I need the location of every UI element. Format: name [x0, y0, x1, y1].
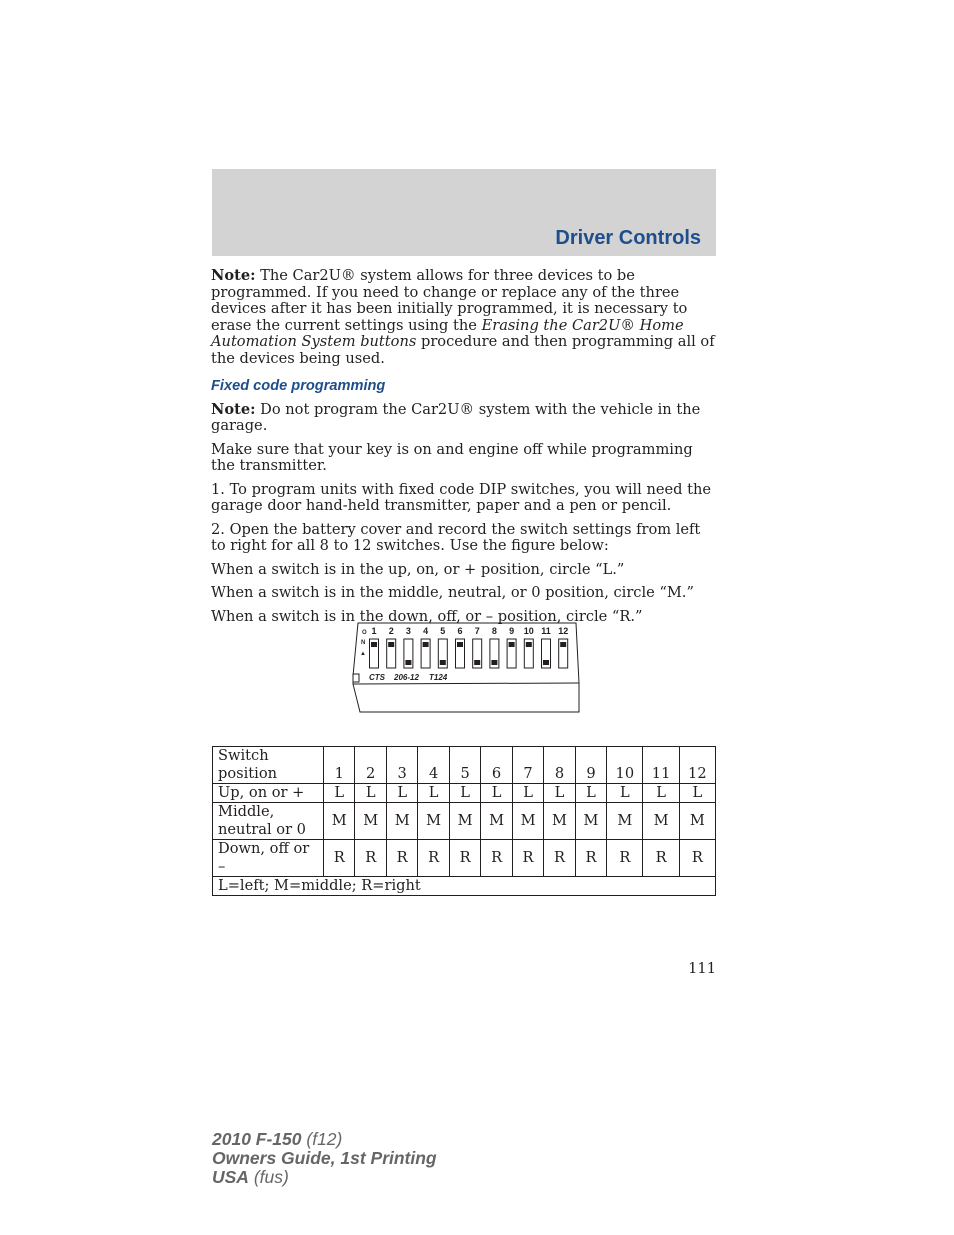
- switch-number: 9: [509, 626, 515, 636]
- subheading: Fixed code programming: [211, 378, 386, 394]
- switch-number: 1: [371, 626, 377, 636]
- table-cell: L: [679, 784, 715, 803]
- table-cell: M: [512, 803, 543, 840]
- table-cell: R: [418, 840, 449, 877]
- step-2: 2. Open the battery cover and record the switch settings from left to right for all 8 to 12 switches. Use the figure below:: [211, 520, 701, 554]
- switch-code-label: T124: [429, 673, 448, 682]
- column-header: 2: [355, 747, 386, 784]
- side-letter-arrow: ▲: [360, 651, 366, 657]
- switch-model-label: 206-12: [394, 673, 419, 682]
- table-cell: L: [418, 784, 449, 803]
- switch-number: 7: [474, 626, 480, 636]
- corner-mark: [353, 674, 359, 682]
- switch-knob: [509, 642, 515, 647]
- table-header-row: [213, 747, 716, 784]
- table-cell: R: [544, 840, 575, 877]
- dip-switch-figure: [350, 618, 582, 718]
- table-cell: R: [324, 840, 355, 877]
- table-cell: M: [386, 803, 417, 840]
- note-text: The Car2U® system allows for three devices to be programmed. If you need to change or replace any of the three devices after it has been initially programmed, it is necessary to erase the current settings using the: [211, 267, 688, 334]
- note-paragraph: [211, 268, 717, 367]
- footer-region: USA: [212, 1167, 249, 1187]
- switch-knob: [491, 660, 497, 665]
- switch-position-table: [212, 746, 716, 896]
- column-header: 5: [449, 747, 480, 784]
- table-cell: R: [607, 840, 643, 877]
- table-cell: R: [481, 840, 512, 877]
- row-label: Down, off or –: [213, 840, 324, 877]
- table-cell: L: [544, 784, 575, 803]
- table-cell: L: [643, 784, 679, 803]
- switch-number: 8: [491, 626, 497, 636]
- table-cell: L: [512, 784, 543, 803]
- column-header: 1: [324, 747, 355, 784]
- table-footnote: L=left; M=middle; R=right: [213, 877, 716, 896]
- table-row: [213, 803, 716, 840]
- column-header: 4: [418, 747, 449, 784]
- column-header: 8: [544, 747, 575, 784]
- side-letter-o: O: [362, 630, 367, 636]
- note-label: Note:: [211, 400, 256, 418]
- switch-number: 6: [457, 626, 463, 636]
- table-cell: L: [355, 784, 386, 803]
- switch-knob: [526, 642, 532, 647]
- note-text: Do not program the Car2U® system with the vehicle in the garage.: [211, 400, 701, 434]
- table-cell: L: [575, 784, 606, 803]
- table-cell: M: [324, 803, 355, 840]
- switch-housing-top-edge: [353, 683, 579, 684]
- switch-knob: [474, 660, 480, 665]
- instruction-down: When a switch is in the down, off, or – position, circle “R.”: [211, 607, 643, 625]
- switch-number: 4: [423, 626, 429, 636]
- table-cell: L: [481, 784, 512, 803]
- note-paragraph-2: [211, 402, 717, 435]
- step-1: 1. To program units with fixed code DIP switches, you will need the garage door hand-held transmitter, paper and a pen or pencil.: [211, 480, 712, 514]
- footer-line-1: [212, 1130, 437, 1149]
- table-cell: R: [512, 840, 543, 877]
- side-letter-n: N: [361, 640, 366, 646]
- switch-number: 3: [405, 626, 411, 636]
- switch-knob: [371, 642, 377, 647]
- row-label: Up, on or +: [213, 784, 324, 803]
- footer-model-code: (f12): [301, 1129, 343, 1149]
- table-cell: R: [679, 840, 715, 877]
- table-cell: R: [575, 840, 606, 877]
- switch-knob: [405, 660, 411, 665]
- instruction-up: When a switch is in the up, on, or + position, circle “L.”: [211, 560, 625, 578]
- footer-model: 2010 F-150: [212, 1129, 302, 1149]
- note-text-end: procedure and then programming all of the devices being used.: [211, 333, 715, 367]
- switch-number: 11: [541, 626, 551, 636]
- column-header: 12: [679, 747, 715, 784]
- table-cell: M: [544, 803, 575, 840]
- table-cell: M: [449, 803, 480, 840]
- header-band: [212, 169, 716, 256]
- column-header: 3: [386, 747, 417, 784]
- row-label: Middle, neutral or 0: [213, 803, 324, 840]
- note-label: Note:: [211, 267, 256, 284]
- table-cell: R: [449, 840, 480, 877]
- section-title: Driver Controls: [555, 227, 701, 249]
- table-cell: L: [607, 784, 643, 803]
- main-content: [211, 268, 717, 632]
- instruction-middle: When a switch is in the middle, neutral, or 0 position, circle “M.”: [211, 584, 694, 601]
- table-cell: L: [324, 784, 355, 803]
- table-row: [213, 840, 716, 877]
- column-header: 7: [512, 747, 543, 784]
- table-footnote-row: [213, 877, 716, 896]
- table-cell: M: [481, 803, 512, 840]
- footer-region-code: (fus): [248, 1167, 289, 1187]
- switch-number: 2: [388, 626, 394, 636]
- switch-knob: [543, 660, 549, 665]
- footer-line-3: [212, 1168, 437, 1187]
- table-cell: R: [355, 840, 386, 877]
- table-cell: L: [449, 784, 480, 803]
- table-cell: M: [643, 803, 679, 840]
- body-paragraph: Make sure that your key is on and engine off while programming the transmitter.: [211, 440, 693, 474]
- footer-line-2: Owners Guide, 1st Printing: [212, 1148, 437, 1168]
- column-header: 6: [481, 747, 512, 784]
- switch-number: 5: [440, 626, 446, 636]
- switch-number: 10: [523, 626, 534, 636]
- switch-knob: [440, 660, 446, 665]
- table-cell: R: [386, 840, 417, 877]
- table-cell: L: [386, 784, 417, 803]
- switch-knob: [388, 642, 394, 647]
- page-number: 111: [688, 960, 716, 977]
- table-cell: R: [643, 840, 679, 877]
- switch-knob: [423, 642, 429, 647]
- switch-knob: [457, 642, 463, 647]
- switch-knob: [560, 642, 566, 647]
- switch-brand-label: CTS: [369, 673, 385, 682]
- column-header: 9: [575, 747, 606, 784]
- table-cell: M: [355, 803, 386, 840]
- table-cell: M: [575, 803, 606, 840]
- table-row: [213, 784, 716, 803]
- switch-number: 12: [558, 626, 569, 636]
- document-footer: [212, 1130, 437, 1187]
- table-cell: M: [607, 803, 643, 840]
- column-header-label: Switch position: [213, 747, 324, 784]
- table-cell: M: [418, 803, 449, 840]
- procedure-reference: Erasing the Car2U® Home Automation System buttons: [211, 316, 684, 350]
- column-header: 10: [607, 747, 643, 784]
- column-header: 11: [643, 747, 679, 784]
- table-cell: M: [679, 803, 715, 840]
